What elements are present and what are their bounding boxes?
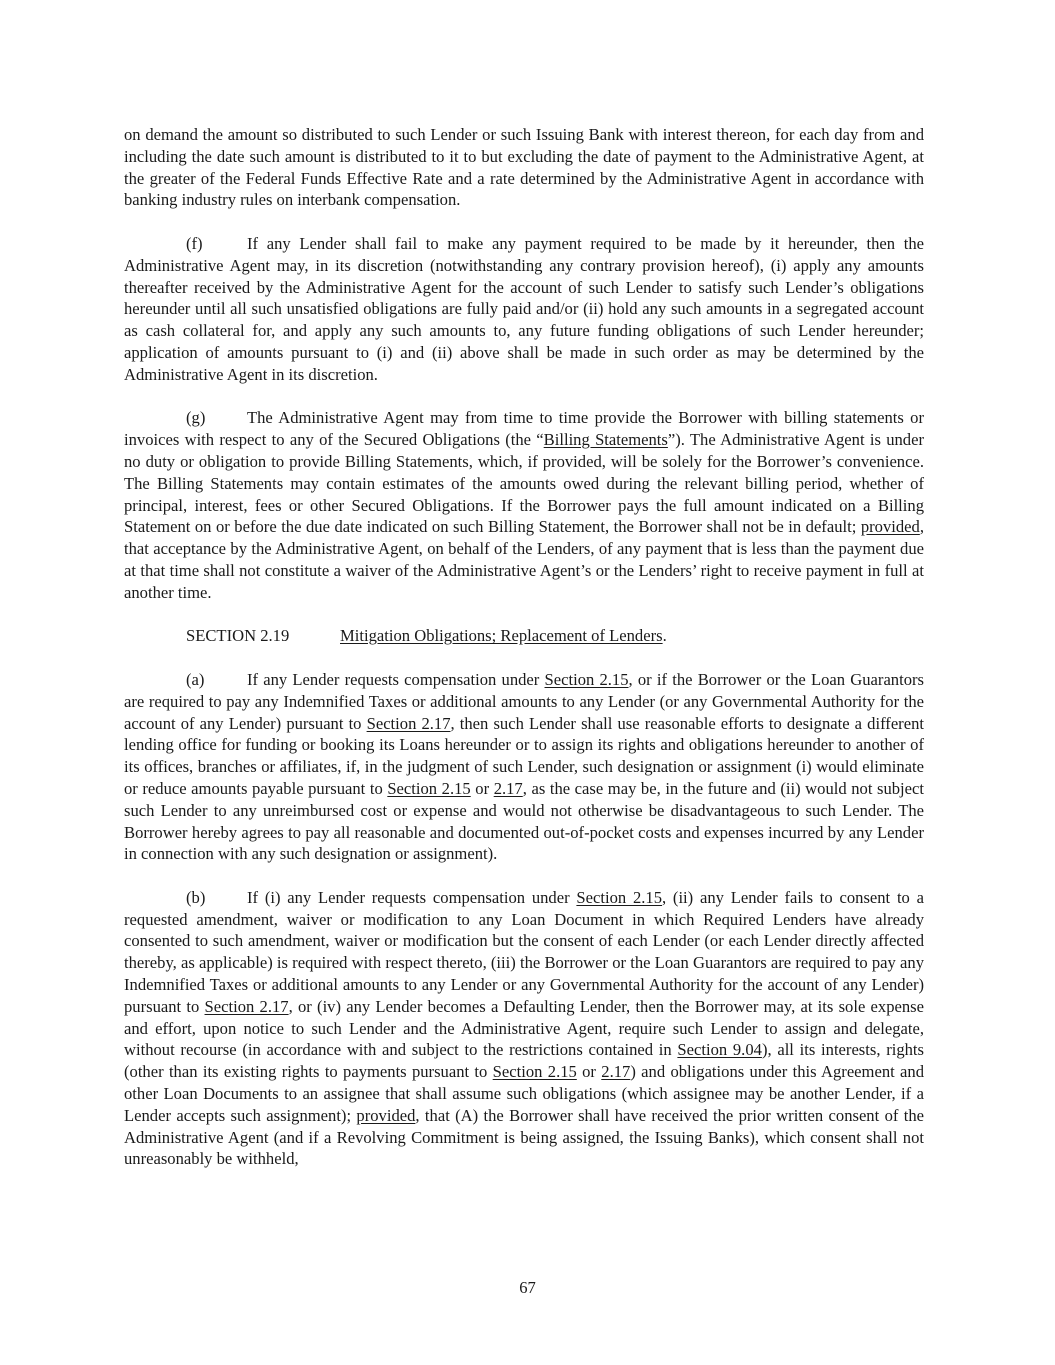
document-page <box>124 124 924 1192</box>
paragraph-continuation <box>124 124 924 211</box>
paragraph-text: If any Lender shall fail to make any payment required to be made by it hereunder, then the Administrative Agent may, in its discretion (notwithstanding any contrary provision hereof), (i) apply any amounts thereafter received by the Administrative Agent for the account of such Lender to satisfy such Lender’s obligations hereunder until all such unsatisfied obligations are fully paid and/or (ii) hold any such amounts in a segregated account as cash collateral for, and apply any such amounts to, any future funding obligations of such Lender hereunder; application of amounts pursuant to (i) and (ii) above shall be made in such order as may be determined by the Administrative Agent in its discretion. <box>124 233 924 384</box>
section-reference: 2.17 <box>493 778 523 798</box>
text-run: ”). The Administrative Agent is under no duty or obligation to provide Billing Statements, which, if provided, will be solely for the Borrower’s convenience. The Billing Statements may contain estimates of the amounts owed during the relevant billing period, whether of principal, interest, fees or other Secured Obligations. If the Borrower pays the full amount indicated on a Billing Statement on or before the due date indicated on such Billing Statement, the Borrower shall not be in default; <box>124 430 924 537</box>
section-reference: 2.17 <box>601 1062 631 1082</box>
paragraph-label: (a) <box>186 669 205 689</box>
section-reference: Section 2.17 <box>204 996 289 1016</box>
text-run: or <box>470 778 494 798</box>
paragraph-g <box>124 407 924 603</box>
paragraph-label: (g) <box>186 408 206 428</box>
section-title: Mitigation Obligations; Replacement of Lenders <box>340 626 663 646</box>
text-run: If any Lender requests compensation under <box>247 669 545 689</box>
text-run: ), all its interests, rights (other than its existing rights to payments pursuant to <box>124 1040 925 1082</box>
section-reference: Section 2.17 <box>366 713 451 733</box>
section-reference: Section 2.15 <box>544 669 629 689</box>
section-heading <box>124 625 924 647</box>
page-number: 67 <box>519 1278 536 1297</box>
text-run: , that (A) the Borrower shall have received the prior written consent of the Administrative Agent (and if a Revolving Commitment is being assigned, the Issuing Banks), which consent shall not unreasonably be withheld, <box>124 1105 925 1169</box>
paragraph-label: (b) <box>186 887 206 907</box>
text-run: , then such Lender shall use reasonable efforts to designate a different lending office for funding or booking its Loans hereunder or to assign its rights and obligations hereunder to another of its offices, branches or affiliates, if, in the judgment of such Lender, such designation or assignment (i) would eliminate or reduce amounts payable pursuant to <box>124 713 924 798</box>
defined-term-billing-statements: Billing Statements <box>543 430 668 450</box>
section-reference: Section 2.15 <box>387 778 471 798</box>
paragraph-text: on demand the amount so distributed to such Lender or such Issuing Bank with interest thereon, for each day from and including the date such amount is distributed to it to but excluding the date of payment to the Administrative Agent, at the greater of the Federal Funds Effective Rate and a rate determined by the Administrative Agent in accordance with banking industry rules on interbank compensation. <box>124 125 924 210</box>
text-run: If (i) any Lender requests compensation under <box>247 887 577 907</box>
section-reference: Section 2.15 <box>492 1062 577 1082</box>
paragraph-a <box>124 669 924 865</box>
text-run: , or (iv) any Lender becomes a Defaulting Lender, then the Borrower may, at its sole expense and effort, upon notice to such Lender and the Administrative Agent, require such Lender to assign and delegate, without recourse (in accordance with and subject to the restrictions contained in <box>124 996 924 1060</box>
paragraph-label: (f) <box>186 233 203 253</box>
section-title-end: . <box>662 626 667 646</box>
text-run: , that acceptance by the Administrative Agent, on behalf of the Lenders, of any payment that is less than the payment due at that time shall not constitute a waiver of the Administrative Agent’s or the Lenders’ right to receive payment in full at another time. <box>124 517 924 602</box>
text-run: , as the case may be, in the future and (ii) would not subject such Lender to any unreimbursed cost or expense and would not otherwise be disadvantageous to such Lender. The Borrower hereby agrees to pay all reasonable and documented out-of-pocket costs and expenses incurred by any Lender in connection with any such designation or assignment). <box>124 778 925 864</box>
paragraph-f <box>124 233 924 386</box>
provided-term: provided <box>860 517 920 537</box>
text-run: or <box>576 1062 602 1082</box>
text-run: The Administrative Agent may from time to time provide the Borrower with billing statements or invoices with respect to any of the Secured Obligations (the “ <box>124 408 924 450</box>
text-run: , or if the Borrower or the Loan Guarantors are required to pay any Indemnified Taxes or additional amounts to any Lender (or any Governmental Authority for the account of any Lender) pursuant to <box>124 669 924 733</box>
text-run: , (ii) any Lender fails to consent to a requested amendment, waiver or modification to any Loan Document in which Required Lenders have already consented to such amendment, waiver or modification but the consent of each Lender (or each Lender directly affected thereby, as applicable) is required with respect thereto, (iii) the Borrower or the Loan Guarantors are required to pay any Indemnified Taxes or additional amounts to any Lender or any Governmental Authority for the account of any Lender) pursuant to <box>124 887 924 1016</box>
text-run: ) and obligations under this Agreement and other Loan Documents to an assignee that shall assume such obligations (which assignee may be another Lender, if a Lender accepts such assignment); <box>124 1062 925 1125</box>
paragraph-b <box>124 887 924 1170</box>
provided-term: provided <box>356 1105 416 1125</box>
section-reference: Section 9.04 <box>677 1040 762 1060</box>
section-reference: Section 2.15 <box>576 887 662 907</box>
section-number: SECTION 2.19 <box>186 626 290 646</box>
